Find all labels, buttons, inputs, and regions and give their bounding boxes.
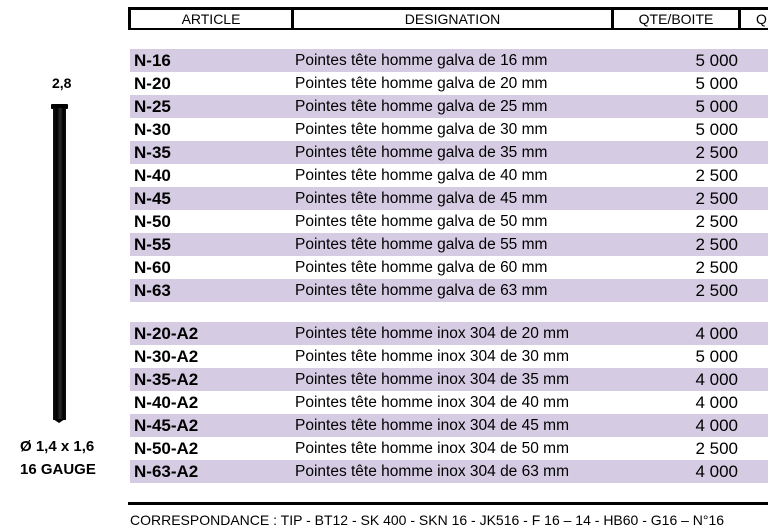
table-row — [130, 460, 768, 483]
quantity: 2 500 — [695, 166, 738, 185]
article-code: N-35 — [134, 143, 171, 162]
article-code: N-55 — [134, 235, 171, 254]
article-code: N-20-A2 — [134, 324, 199, 343]
article-code: N-30 — [134, 120, 171, 139]
quantity: 2 500 — [695, 235, 738, 254]
designation: Pointes tête homme inox 304 de 30 mm — [295, 348, 569, 365]
quantity: 5 000 — [695, 51, 738, 70]
table-row — [130, 210, 768, 233]
table-row — [130, 256, 768, 279]
article-code: N-16 — [134, 51, 171, 70]
article-code: N-45-A2 — [134, 416, 199, 435]
article-code: N-30-A2 — [134, 347, 199, 366]
quantity: 4 000 — [695, 324, 738, 343]
column-header-q: Q — [756, 11, 767, 27]
table-row — [130, 345, 768, 368]
designation: Pointes tête homme galva de 60 mm — [295, 259, 548, 276]
article-code: N-60 — [134, 258, 171, 277]
quantity: 5 000 — [695, 347, 738, 366]
designation: Pointes tête homme inox 304 de 63 mm — [295, 463, 569, 480]
quantity: 4 000 — [695, 416, 738, 435]
table-row — [130, 72, 768, 95]
table-row — [130, 49, 768, 72]
table-row — [130, 391, 768, 414]
table-row — [130, 118, 768, 141]
designation: Pointes tête homme galva de 25 mm — [295, 98, 548, 115]
nail-shank-shape — [53, 108, 66, 420]
designation: Pointes tête homme inox 304 de 20 mm — [295, 325, 569, 342]
quantity: 4 000 — [695, 462, 738, 481]
designation: Pointes tête homme inox 304 de 50 mm — [295, 440, 569, 457]
quantity: 5 000 — [695, 74, 738, 93]
nail-gauge-label: 16 GAUGE — [20, 461, 96, 478]
quantity: 2 500 — [695, 143, 738, 162]
designation: Pointes tête homme galva de 30 mm — [295, 121, 548, 138]
article-code: N-40 — [134, 166, 171, 185]
table-row — [130, 233, 768, 256]
header-bottom-rule — [128, 28, 768, 30]
designation: Pointes tête homme galva de 50 mm — [295, 213, 548, 230]
nail-tip-shape — [53, 419, 65, 423]
correspondance-text: CORRESPONDANCE : TIP - BT12 - SK 400 - SKN 16 - JK516 - F 16 – 14 - HB60 - G16 – N°16 — [130, 512, 725, 528]
table-row — [130, 187, 768, 210]
article-code: N-50-A2 — [134, 439, 199, 458]
article-code: N-40-A2 — [134, 393, 199, 412]
quantity: 4 000 — [695, 370, 738, 389]
quantity: 2 500 — [695, 212, 738, 231]
table-row — [130, 368, 768, 391]
table-row — [130, 279, 768, 302]
column-header-article: ARTICLE — [181, 11, 241, 27]
article-code: N-63-A2 — [134, 462, 199, 481]
column-header-designation: DESIGNATION — [404, 11, 501, 27]
designation: Pointes tête homme galva de 40 mm — [295, 167, 548, 184]
article-code: N-35-A2 — [134, 370, 199, 389]
article-code: N-63 — [134, 281, 171, 300]
table-row — [130, 141, 768, 164]
quantity: 2 500 — [695, 439, 738, 458]
designation: Pointes tête homme inox 304 de 35 mm — [295, 371, 569, 388]
quantity: 2 500 — [695, 258, 738, 277]
quantity: 5 000 — [695, 97, 738, 116]
quantity: 2 500 — [695, 281, 738, 300]
table-row — [130, 95, 768, 118]
quantity: 4 000 — [695, 393, 738, 412]
column-header-qte-boite: QTE/BOITE — [638, 11, 714, 27]
designation: Pointes tête homme galva de 16 mm — [295, 52, 548, 69]
table-row — [130, 437, 768, 460]
designation: Pointes tête homme galva de 20 mm — [295, 75, 548, 92]
article-code: N-45 — [134, 189, 171, 208]
table-row — [130, 164, 768, 187]
table-row — [130, 322, 768, 345]
quantity: 5 000 — [695, 120, 738, 139]
designation: Pointes tête homme galva de 45 mm — [295, 190, 548, 207]
designation: Pointes tête homme galva de 63 mm — [295, 282, 548, 299]
quantity: 2 500 — [695, 189, 738, 208]
designation: Pointes tête homme galva de 55 mm — [295, 236, 548, 253]
nail-dimension-label: Ø 1,4 x 1,6 — [20, 438, 95, 455]
table-row — [130, 414, 768, 437]
article-code: N-25 — [134, 97, 171, 116]
article-code: N-20 — [134, 74, 171, 93]
nail-head-size-label: 2,8 — [52, 75, 72, 91]
designation: Pointes tête homme galva de 35 mm — [295, 144, 548, 161]
article-code: N-50 — [134, 212, 171, 231]
designation: Pointes tête homme inox 304 de 40 mm — [295, 394, 569, 411]
designation: Pointes tête homme inox 304 de 45 mm — [295, 417, 569, 434]
footer-rule — [128, 502, 768, 505]
